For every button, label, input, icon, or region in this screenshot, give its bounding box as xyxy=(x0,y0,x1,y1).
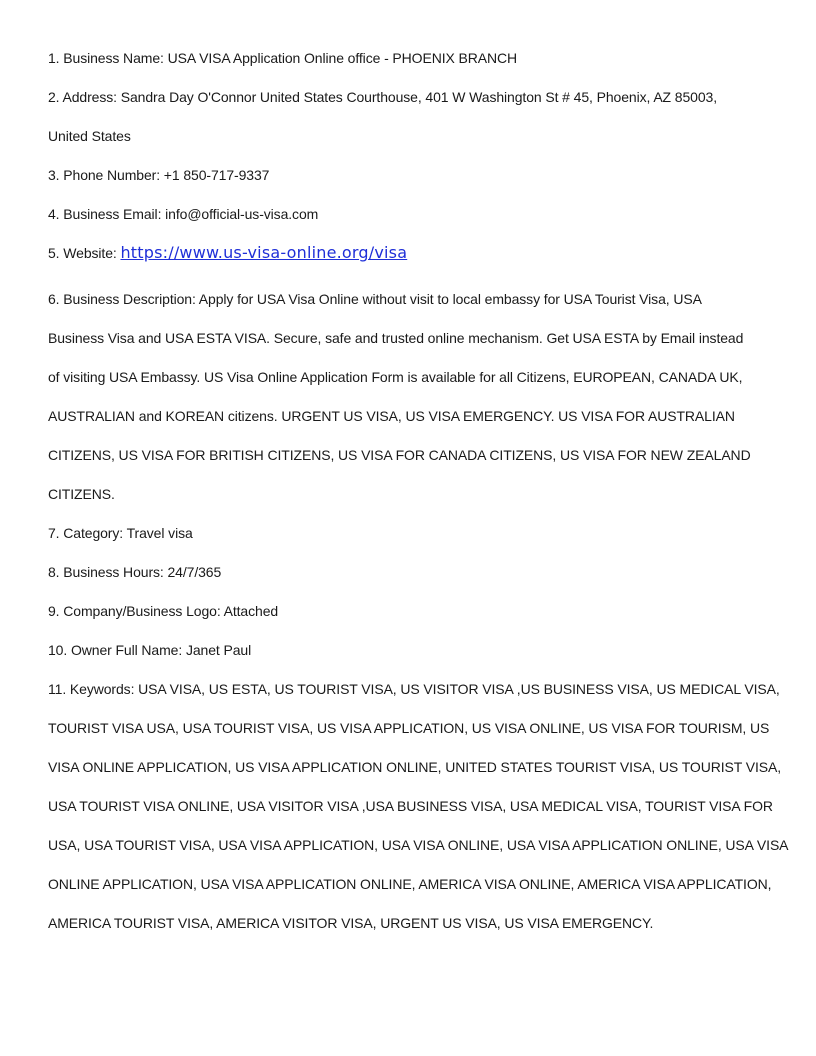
phone-number-line: 3. Phone Number: +1 850-717-9337 xyxy=(48,167,270,183)
keywords-line: USA TOURIST VISA ONLINE, USA VISITOR VISA ,USA BUSINESS VISA, USA MEDICAL VISA, TOURIST VISA FOR xyxy=(48,798,773,814)
keywords-line: AMERICA TOURIST VISA, AMERICA VISITOR VISA, URGENT US VISA, US VISA EMERGENCY. xyxy=(48,915,654,931)
keywords-line: TOURIST VISA USA, USA TOURIST VISA, US VISA APPLICATION, US VISA ONLINE, US VISA FOR TOURISM, US xyxy=(48,720,770,736)
description-line: CITIZENS. xyxy=(48,486,115,502)
description-line: AUSTRALIAN and KOREAN citizens. URGENT US VISA, US VISA EMERGENCY. US VISA FOR AUSTRALIAN xyxy=(48,408,735,424)
description-line: 6. Business Description: Apply for USA Visa Online without visit to local embassy for USA Tourist Visa, USA xyxy=(48,291,702,307)
business-name-line: 1. Business Name: USA VISA Application Online office - PHOENIX BRANCH xyxy=(48,50,518,66)
category-line: 7. Category: Travel visa xyxy=(48,525,193,541)
owner-name-line: 10. Owner Full Name: Janet Paul xyxy=(48,642,252,658)
description-line: of visiting USA Embassy. US Visa Online Application Form is available for all Citizens, EUROPEAN, CANADA UK, xyxy=(48,369,743,385)
keywords-line: USA, USA TOURIST VISA, USA VISA APPLICATION, USA VISA ONLINE, USA VISA APPLICATION ONLINE, USA VISA xyxy=(48,837,789,853)
business-email-line: 4. Business Email: info@official-us-visa.com xyxy=(48,206,319,222)
keywords-line: 11. Keywords: USA VISA, US ESTA, US TOURIST VISA, US VISITOR VISA ,US BUSINESS VISA, US MEDICAL VISA, xyxy=(48,681,780,697)
website-link[interactable]: https://www.us-visa-online.org/visa xyxy=(120,243,408,262)
website-label: 5. Website: xyxy=(48,245,121,261)
company-logo-line: 9. Company/Business Logo: Attached xyxy=(48,603,279,619)
keywords-line: VISA ONLINE APPLICATION, US VISA APPLICATION ONLINE, UNITED STATES TOURIST VISA, US TOURIST VISA, xyxy=(48,759,782,775)
keywords-line: ONLINE APPLICATION, USA VISA APPLICATION ONLINE, AMERICA VISA ONLINE, AMERICA VISA APPLICATION, xyxy=(48,876,772,892)
description-line: CITIZENS, US VISA FOR BRITISH CITIZENS, US VISA FOR CANADA CITIZENS, US VISA FOR NEW ZEALAND xyxy=(48,447,751,463)
business-hours-line: 8. Business Hours: 24/7/365 xyxy=(48,564,222,580)
description-line: Business Visa and USA ESTA VISA. Secure, safe and trusted online mechanism. Get USA ESTA by Email instead xyxy=(48,330,744,346)
address-line-2: United States xyxy=(48,128,131,144)
address-line-1: 2. Address: Sandra Day O'Connor United States Courthouse, 401 W Washington St # 45, Phoenix, AZ 85003, xyxy=(48,89,718,105)
website-line xyxy=(48,244,778,262)
